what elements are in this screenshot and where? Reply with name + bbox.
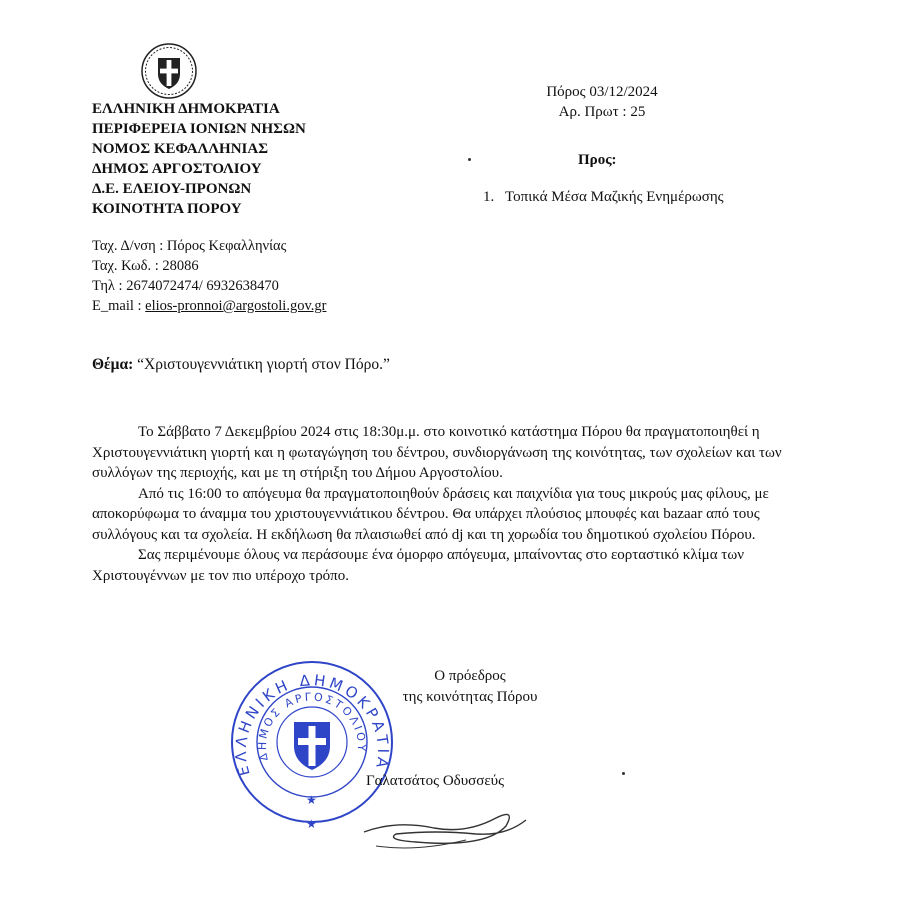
- phone-line: Τηλ : 2674072474/ 6932638470: [92, 278, 279, 294]
- coat-of-arms-icon: [140, 42, 198, 100]
- email-line: [92, 296, 326, 316]
- scan-speck: [622, 772, 625, 775]
- header-line: ΠΕΡΙΦΕΡΕΙΑ ΙΟΝΙΩΝ ΝΗΣΩΝ: [92, 121, 306, 137]
- subject-label: Θέμα:: [92, 356, 134, 373]
- letter-body: [92, 422, 812, 586]
- postal-code-line: Ταχ. Κωδ. : 28086: [92, 258, 199, 274]
- subject-line: [92, 356, 390, 374]
- header-line: ΔΗΜΟΣ ΑΡΓΟΣΤΟΛΙΟΥ: [92, 161, 262, 177]
- header-line: ΚΟΙΝΟΤΗΤΑ ΠΟΡΟΥ: [92, 201, 242, 217]
- recipient-number: 1.: [483, 189, 495, 205]
- signatory-name: Γαλατσάτος Οδυσσεύς: [366, 773, 505, 789]
- email-label: E_mail :: [92, 298, 146, 314]
- body-paragraph: Σας περιμένουμε όλους να περάσουμε ένα όμορφο απόγευμα, μπαίνοντας στο εορταστικό κλίμα των Χριστουγέννων με τον πιο υπέροχο τρόπο.: [92, 547, 744, 584]
- handwritten-signature-icon: [356, 790, 546, 860]
- email-link[interactable]: elios-pronnoi@argostoli.gov.gr: [145, 298, 327, 314]
- recipients-label: Προς:: [578, 152, 617, 168]
- recipient-text: Τοπικά Μέσα Μαζικής Ενημέρωσης: [505, 189, 724, 205]
- header-line: ΕΛΛΗΝΙΚΗ ΔΗΜΟΚΡΑΤΙΑ: [92, 101, 280, 117]
- signature-block: [360, 666, 580, 708]
- contact-details: [92, 236, 326, 316]
- svg-text:★: ★: [306, 793, 317, 807]
- header-line: ΝΟΜΟΣ ΚΕΦΑΛΛΗΝΙΑΣ: [92, 141, 269, 157]
- scan-speck: [468, 158, 471, 161]
- protocol-number: Αρ. Πρωτ : 25: [558, 104, 646, 120]
- recipient-item: [483, 189, 724, 206]
- signatory-title: Ο πρόεδρος: [434, 668, 506, 684]
- signatory-role: της κοινότητας Πόρου: [402, 689, 538, 705]
- stamp-inner-text: ΔΗΜΟΣ ΑΡΓΟΣΤΟΛΙΟΥ: [255, 690, 369, 763]
- body-paragraph: Από τις 16:00 το απόγευμα θα πραγματοποιηθούν δράσεις και παιχνίδια για τους μικρούς μας φίλους, με αποκορύφωμα το άναμμα του χριστουγεννιάτικου δέντρου. Θα υπάρχει πλούσιος μπουφές και bazaar από τους συλλόγους και τα σχολεία. Η εκδήλωση θα πλαισιωθεί από dj και τη χορωδία του δημοτικού σχολείου Πόρου.: [92, 485, 769, 543]
- subject-text: “Χριστουγεννιάτικη γιορτή στον Πόρο.”: [133, 356, 390, 373]
- stamp-outer-text: ΕΛΛΗΝΙΚΗ ΔΗΜΟΚΡΑΤΙΑ: [231, 671, 393, 778]
- header-line: Δ.Ε. ΕΛΕΙΟΥ-ΠΡΟΝΩΝ: [92, 181, 252, 197]
- body-paragraph: Το Σάββατο 7 Δεκεμβρίου 2024 στις 18:30μ.μ. στο κοινοτικό κατάστημα Πόρου θα πραγματοποιηθεί η Χριστουγεννιάτικη γιορτή και η φωταγώγηση του δέντρου, συνδιοργάνωση της κοινότητας, των σχολείων και των συλλόγων της περιοχής, και με τη στήριξη του Δήμου Αργοστολίου.: [92, 424, 782, 481]
- date-protocol-block: [537, 82, 667, 122]
- authority-header: [92, 99, 306, 219]
- svg-text:★: ★: [306, 817, 317, 831]
- document-date: Πόρος 03/12/2024: [546, 84, 658, 100]
- address-line: Ταχ. Δ/νση : Πόρος Κεφαλληνίας: [92, 238, 287, 254]
